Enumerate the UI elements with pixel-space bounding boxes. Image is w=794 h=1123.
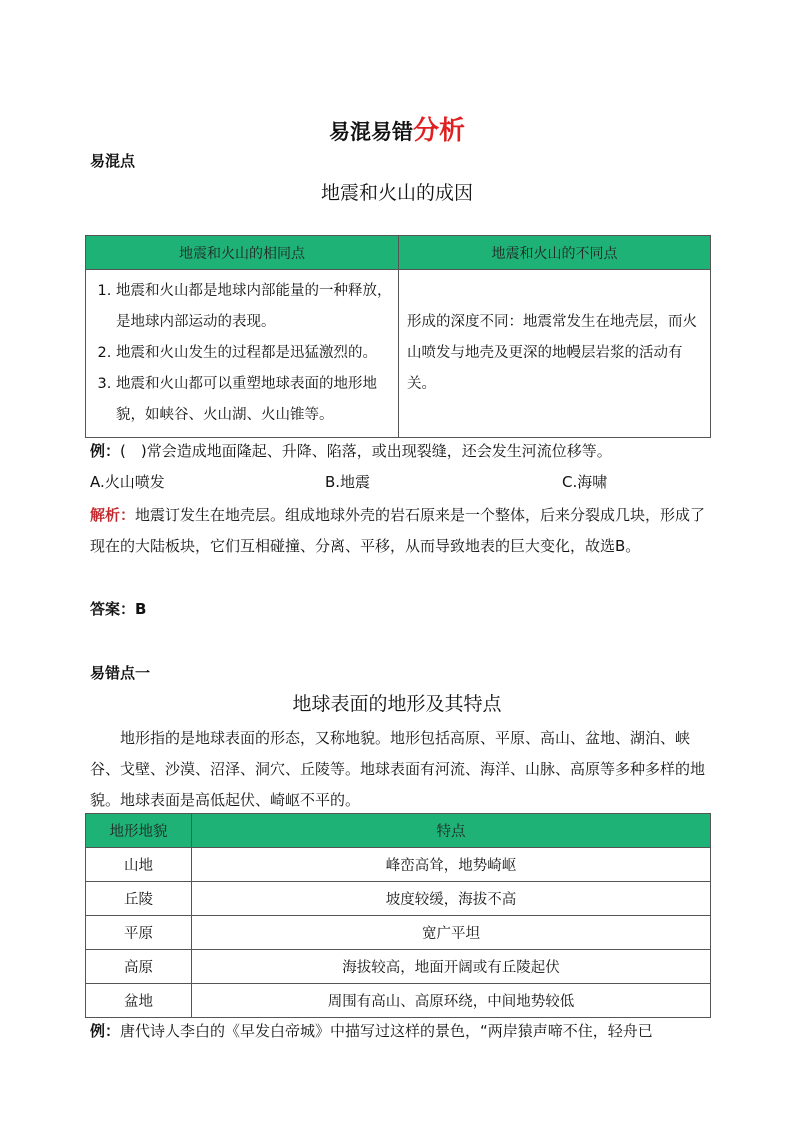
difference-cell: 形成的深度不同：地震常发生在地壳层，而火山喷发与地壳及更深的地幔层岩浆的活动有关。 (399, 270, 711, 438)
example1 (90, 436, 710, 467)
example2-label: 例： (90, 1022, 121, 1040)
table-row (86, 916, 711, 950)
section1-label: 易混点 (90, 152, 136, 170)
terrain-name: 盆地 (86, 984, 192, 1018)
section2-subtitle: 地球表面的地形及其特点 (292, 693, 502, 715)
table-header-features: 特点 (192, 814, 711, 848)
section1-subtitle: 地震和火山的成因 (320, 182, 473, 204)
terrain-feature: 海拔较高，地面开阔或有丘陵起伏 (192, 950, 711, 984)
example2-text: 唐代诗人李白的《早发白帝城》中描写过这样的景色，“两岸猿声啼不住，轻舟已 (120, 1022, 653, 1040)
terrain-name: 丘陵 (86, 882, 192, 916)
analysis (90, 500, 710, 562)
list-item: 1. 地震和火山都是地球内部能量的一种释放，是地球内部运动的表现。 (116, 276, 392, 338)
title-main: 易混易错 (328, 120, 413, 144)
list-item: 2. 地震和火山发生的过程都是迅猛激烈的。 (116, 338, 392, 369)
title-red: 分析 (412, 116, 465, 146)
table-header-diff: 地震和火山的不同点 (399, 236, 711, 270)
table-row (86, 848, 711, 882)
list-item: 3. 地震和火山都可以重塑地球表面的地形地貌，如峡谷、火山湖、火山锥等。 (116, 369, 392, 431)
analysis-text: 地震订发生在地壳层。组成地球外壳的岩石原来是一个整体，后来分裂成几块，形成了现在的大陆板块，它们互相碰撞、分离、平移，从而导致地表的巨大变化，故选B。 (90, 506, 706, 555)
option-a: A.火山喷发 (90, 473, 165, 491)
table-header-terrain: 地形地貌 (86, 814, 192, 848)
page-title (0, 110, 794, 147)
option-c: C.海啸 (562, 473, 608, 491)
example-label: 例： (90, 442, 121, 460)
same-points-cell (86, 270, 399, 438)
section2-label: 易错点一 (90, 664, 151, 682)
terrain-feature: 坡度较缓，海拔不高 (192, 882, 711, 916)
table-row (86, 984, 711, 1018)
terrain-table (85, 813, 711, 1018)
terrain-feature: 峰峦高耸，地势崎岖 (192, 848, 711, 882)
answer: 答案：B (90, 600, 147, 618)
example2 (90, 1016, 720, 1047)
terrain-paragraph: 地形指的是地球表面的形态，又称地貌。地形包括高原、平原、高山、盆地、湖泊、峡谷、戈壁、沙漠、沼泽、洞穴、丘陵等。地球表面有河流、海洋、山脉、高原等多种多样的地貌。地球表面是高低起伏、崎岖不平的。 (90, 729, 706, 809)
table-row (86, 950, 711, 984)
terrain-name: 平原 (86, 916, 192, 950)
table-row (86, 882, 711, 916)
terrain-name: 山地 (86, 848, 192, 882)
terrain-feature: 周围有高山、高原环绕，中间地势较低 (192, 984, 711, 1018)
table-header-same: 地震和火山的相同点 (86, 236, 399, 270)
same-points-list (92, 276, 392, 431)
terrain-name: 高原 (86, 950, 192, 984)
analysis-label: 解析： (90, 506, 136, 524)
comparison-table (85, 235, 711, 438)
option-b: B.地震 (325, 473, 371, 491)
example-text: ( )常会造成地面隆起、升降、陷落，或出现裂缝，还会发生河流位移等。 (120, 442, 612, 460)
terrain-feature: 宽广平坦 (192, 916, 711, 950)
